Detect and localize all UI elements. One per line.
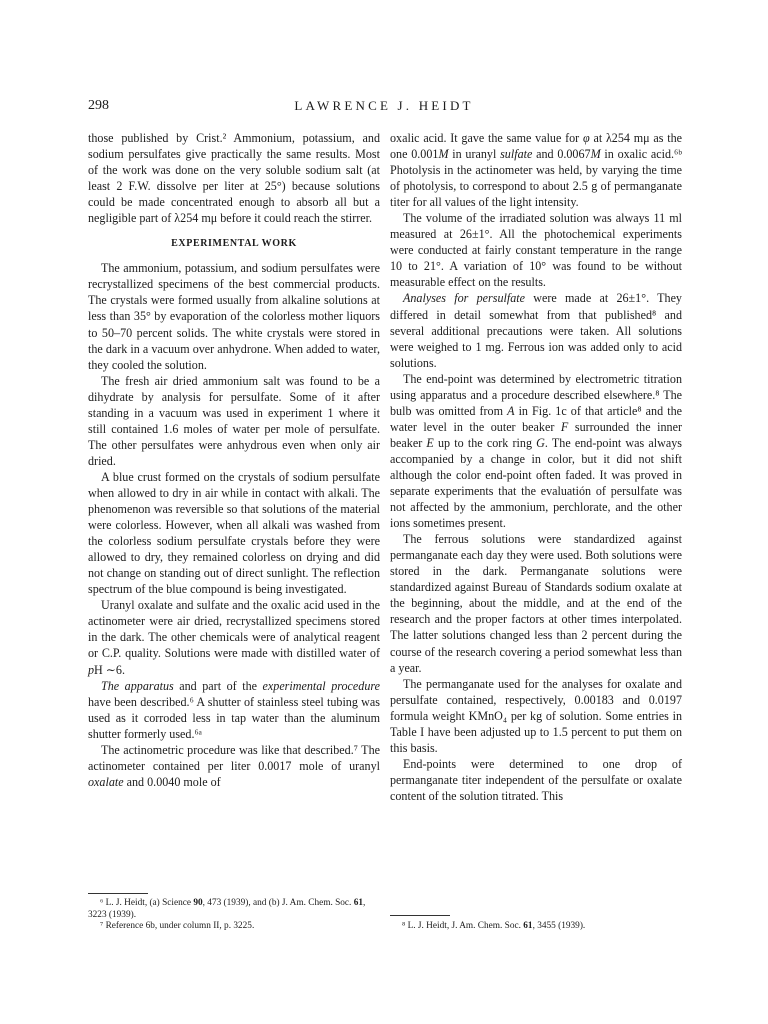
left-body-paragraph-6: The actinometric procedure was like that described.⁷ The actinometer contained per liter 0.0017 mole of uranyl oxalate and 0.0040 mole of [88, 742, 380, 789]
left-body-paragraph-3: A blue crust formed on the crystals of sodium persulfate when allowed to dry in air while in contact with alkali. The phenomenon was reversible so that solutions of the material were colorless. However, when all alkali was washed from the colorless sodium persulfate crystals before they were allowed to dry, they remained colorless on drying and did not change on standing out of direct sunlight. The reflection spectrum of the blue compound is being investigated. [88, 469, 380, 597]
right-paragraph-2: The volume of the irradiated solution was always 11 ml measured at 26±1°. All the photochemical experiments were conducted at fairly constant temperature in the range 10 to 21°. A variation of 10° was found to be without measurable effect on the results. [390, 211, 682, 290]
right-column-body [390, 130, 682, 804]
left-column-body [88, 260, 380, 790]
left-footnote-2: ⁷ Reference 6b, under column II, p. 3225. [100, 921, 255, 931]
left-footnote-1: ⁶ L. J. Heidt, (a) Science 90, 473 (1939), and (b) J. Am. Chem. Soc. 61, 3223 (1939). [88, 898, 366, 920]
footnote-rule-right [390, 915, 450, 916]
section-heading: EXPERIMENTAL WORK [171, 238, 297, 250]
page-number: 298 [88, 98, 109, 113]
left-column-intro [88, 130, 380, 226]
right-footnote-1: ⁸ L. J. Heidt, J. Am. Chem. Soc. 61, 3455 (1939). [402, 921, 586, 931]
right-paragraph-4: The end-point was determined by electrometric titration using apparatus and a procedure described elsewhere.⁸ The bulb was omitted from A in Fig. 1c of that article⁸ and the water level in the outer beaker F surrounded the inner beaker E up to the cork ring G. The end-point was always accompanied by a change in color, but it did not shift although the color end-point often faded. It was proved in separate experiments that the evaluatión of persulfate was not affected by the ammonium, perchlorate, and the other ions sometimes present. [390, 371, 682, 531]
right-paragraph-5: The ferrous solutions were standardized against permanganate each day they were used. Both solutions were stored in the dark. Permanganate solutions were standardized against Bureau of Standards sodium oxalate at the beginning, about the middle, and at the end of the research and the proper factors at other times interpolated. The latter solutions changed less than 2 percent during the course of the research covering a period somewhat less than a year. [390, 532, 682, 675]
left-body-paragraph-1: The ammonium, potassium, and sodium persulfates were recrystallized specimens of the best commercial products. The crystals were formed usually from alkaline solutions at less than 35° by evaporation of the colorless mother liquors to 50–70 percent solids. The white crystals were stored in the dark in a vacuum over anhydrone. When added to water, they cooled the solution. [88, 261, 380, 372]
running-head: LAWRENCE J. HEIDT [294, 98, 474, 113]
right-column [390, 130, 682, 804]
left-paragraph-1: those published by Crist.² Ammonium, potassium, and sodium persulfates give practically the same results. Most of the work was done on the very soluble sodium salt (at least 2 F.W. dissolve per liter at 25°) because solutions could be made concentrated enough to absorb all but a negligible part of λ254 mμ before it could reach the stirrer. [88, 131, 380, 226]
right-paragraph-7: End-points were determined to one drop of permanganate titer independent of the persulfate or oxalate content of the solution titrated. This [390, 756, 682, 803]
footnotes-left [88, 898, 380, 933]
right-paragraph-1: oxalic acid. It gave the same value for φ at λ254 mμ as the one 0.001M in uranyl sulfate and 0.0067M in oxalic acid.⁶ᵇ Photolysis in the actinometer was held, by varying the time of photolysis, to correspond to about 2.5 g of permanganate titer for all values of the light intensity. [390, 131, 683, 210]
left-body-paragraph-4: Uranyl oxalate and sulfate and the oxalic acid used in the actinometer were air dried, recrystallized specimens stored in the dark. The other chemicals were of analytical reagent or C.P. quality. Solutions were made with distilled water of pH ∼6. [88, 598, 380, 677]
right-paragraph-6: The permanganate used for the analyses for oxalate and persulfate contained, respectively, 0.00183 and 0.0197 formula weight KMnO₄ per kg of solution. Some entries in Table I have been adjusted up to 1.5 percent to put them on this basis. [390, 676, 682, 755]
left-body-paragraph-5: The apparatus and part of the experimental procedure have been described.⁶ A shutter of stainless steel tubing was used as it corroded less in tap water than the aluminum shutter formerly used.⁶ᵃ [88, 678, 381, 741]
right-paragraph-3: Analyses for persulfate were made at 26±1°. They differed in detail somewhat from that published⁸ and several additional precautions were taken. All solutions were weighed to 1 mg. Ferrous ion was added only to acid solutions. [390, 291, 682, 370]
page-header [88, 98, 680, 116]
footnote-rule-left [88, 893, 148, 894]
left-body-paragraph-2: The fresh air dried ammonium salt was found to be a dihydrate by analysis for persulfate. Some of it after standing in a vacuum was used in experiment 1 where it still contained 1.6 moles of water per mole of persulfate. The other persulfates were anhydrous even when only air dried. [88, 373, 380, 468]
footnotes-right [390, 921, 682, 933]
left-column [88, 130, 380, 790]
